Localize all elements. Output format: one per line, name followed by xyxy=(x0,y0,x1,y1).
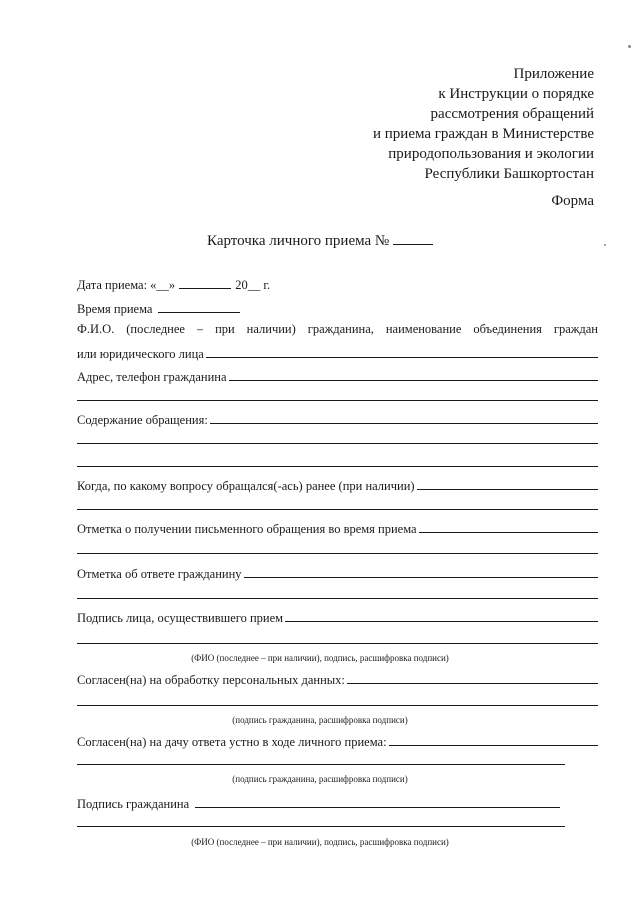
citizen-signature-row xyxy=(77,795,560,812)
citizen-signature-blank[interactable] xyxy=(195,795,560,808)
appendix-header xyxy=(373,64,594,184)
consent-oral-blank[interactable] xyxy=(389,733,598,746)
header-line-3: рассмотрения обращений xyxy=(430,106,594,122)
answer-row xyxy=(77,565,598,582)
header-line-6: Республики Башкортостан xyxy=(424,166,594,182)
header-line-1: Приложение xyxy=(513,66,594,82)
content-line-2[interactable] xyxy=(77,443,598,444)
answer-blank[interactable] xyxy=(244,565,598,578)
time-label: Время приема xyxy=(77,302,153,316)
citizen-signature-label: Подпись гражданина xyxy=(77,797,190,811)
time-row xyxy=(77,300,240,317)
consent-pd-blank[interactable] xyxy=(347,671,598,684)
written-line-2[interactable] xyxy=(77,553,598,554)
content-row xyxy=(77,411,598,428)
written-blank[interactable] xyxy=(419,520,598,533)
official-signature-caption: (ФИО (последнее – при наличии), подпись, расшифровка подписи) xyxy=(191,653,449,663)
consent-oral-row xyxy=(77,733,598,750)
written-label: Отметка о получении письменного обращения во время приема xyxy=(77,522,417,536)
header-line-5: природопользования и экологии xyxy=(388,146,594,162)
card-number-blank[interactable] xyxy=(393,232,433,245)
date-label: Дата приема: «__» xyxy=(77,278,176,292)
header-line-4: и приема граждан в Министерстве xyxy=(372,126,594,142)
content-line-3[interactable] xyxy=(77,466,598,467)
answer-line-2[interactable] xyxy=(77,598,598,599)
answer-label: Отметка об ответе гражданину xyxy=(77,567,242,581)
official-signature-line-2[interactable] xyxy=(77,643,598,644)
content-blank[interactable] xyxy=(210,411,598,424)
date-month-blank[interactable] xyxy=(179,276,231,289)
address-line-2[interactable] xyxy=(77,400,598,401)
header-line-2: к Инструкции о порядке xyxy=(438,86,594,102)
scan-speck xyxy=(628,45,631,48)
date-row xyxy=(77,276,270,293)
fio-line-1: Ф.И.О. (последнее – при наличии) гражданина, наименование объединения граждан xyxy=(77,322,598,336)
fio-row xyxy=(77,345,598,362)
consent-oral-label: Согласен(на) на дачу ответа устно в ходе личного приема: xyxy=(77,735,387,749)
official-signature-row xyxy=(77,609,598,626)
form-label: Форма xyxy=(551,193,594,209)
consent-oral-line-2[interactable] xyxy=(77,764,565,765)
consent-pd-label: Согласен(на) на обработку персональных данных: xyxy=(77,673,345,687)
time-blank[interactable] xyxy=(158,300,240,313)
address-row xyxy=(77,368,598,385)
scan-speck xyxy=(604,244,606,246)
consent-pd-caption: (подпись гражданина, расшифровка подписи) xyxy=(232,715,408,725)
card-title xyxy=(0,232,640,250)
official-signature-blank[interactable] xyxy=(285,609,598,622)
official-signature-label: Подпись лица, осуществившего прием xyxy=(77,611,284,625)
citizen-signature-line-2[interactable] xyxy=(77,826,565,827)
date-year-label: 20__ г. xyxy=(235,278,271,292)
consent-oral-caption: (подпись гражданина, расшифровка подписи) xyxy=(232,774,408,784)
fio-label: или юридического лица xyxy=(77,347,204,361)
consent-pd-row xyxy=(77,671,598,688)
address-blank[interactable] xyxy=(229,368,599,381)
address-label: Адрес, телефон гражданина xyxy=(77,370,227,384)
consent-pd-line-2[interactable] xyxy=(77,705,598,706)
written-row xyxy=(77,520,598,537)
fio-blank[interactable] xyxy=(206,345,598,358)
previous-row xyxy=(77,477,598,494)
previous-line-2[interactable] xyxy=(77,509,598,510)
citizen-signature-caption: (ФИО (последнее – при наличии), подпись, расшифровка подписи) xyxy=(191,837,449,847)
content-label: Содержание обращения: xyxy=(77,413,208,427)
previous-blank[interactable] xyxy=(417,477,598,490)
card-title-text: Карточка личного приема № xyxy=(207,233,390,249)
previous-label: Когда, по какому вопросу обращался(-ась) ранее (при наличии) xyxy=(77,479,415,493)
